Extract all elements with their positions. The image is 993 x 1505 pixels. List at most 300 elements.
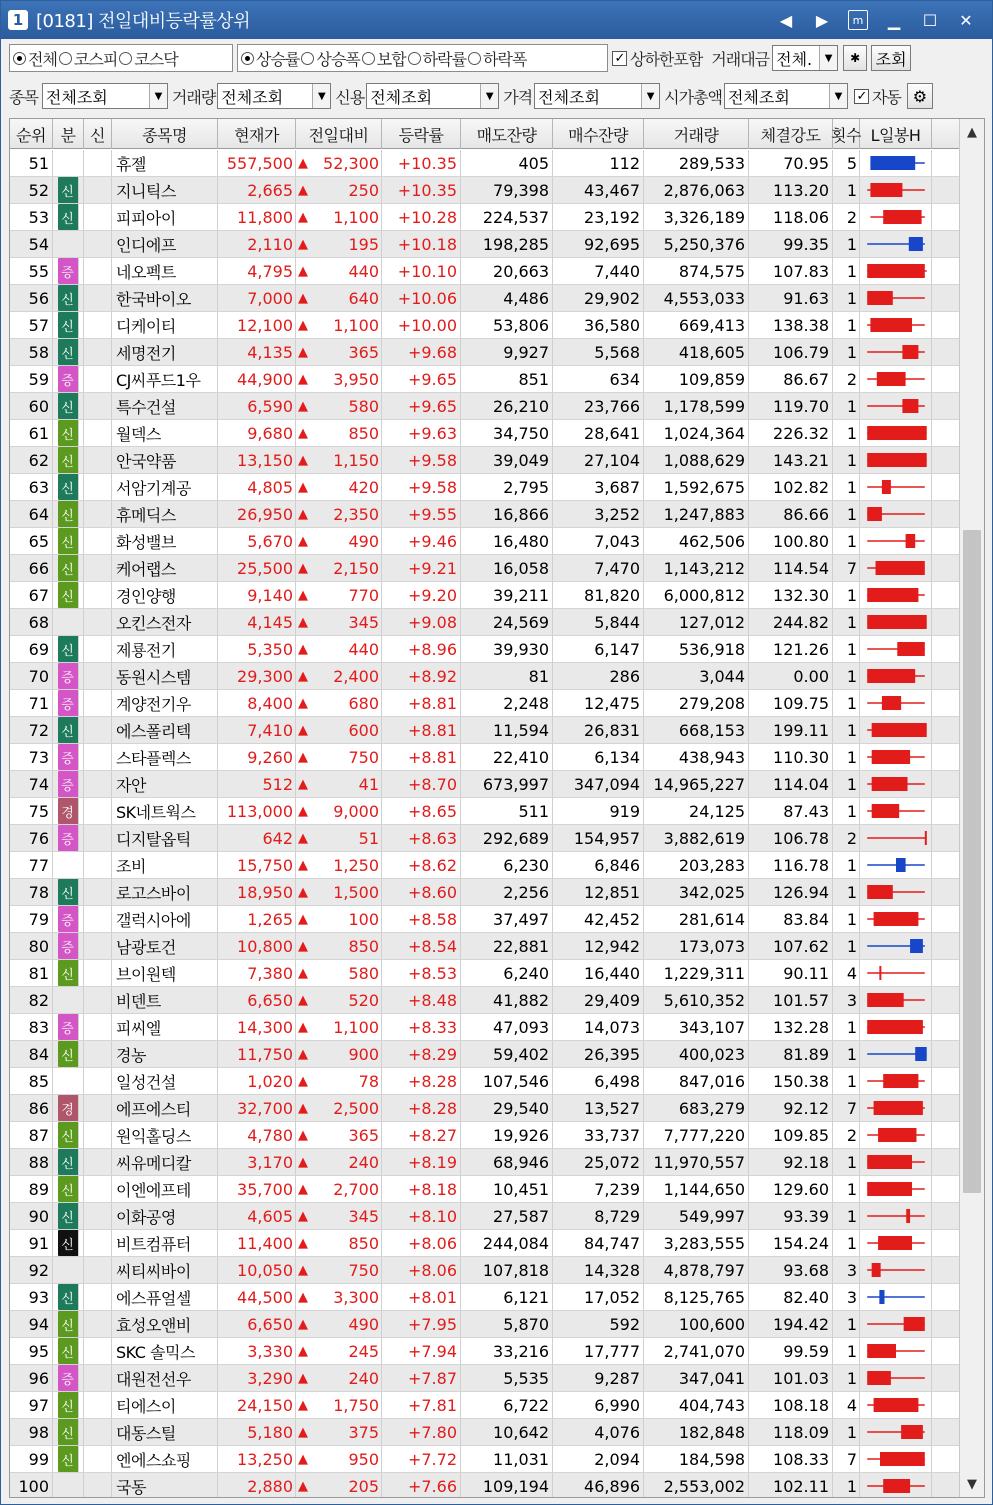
direction-radio[interactable]	[468, 47, 526, 70]
table-row[interactable]	[10, 960, 960, 987]
up-arrow-icon: ▲	[298, 1208, 308, 1224]
rank-cell: 85	[10, 1068, 53, 1094]
trade-amount-select[interactable]	[772, 45, 838, 71]
table-row[interactable]	[10, 1446, 960, 1473]
table-row[interactable]	[10, 1338, 960, 1365]
table-row[interactable]	[10, 1176, 960, 1203]
rank-cell: 60	[10, 393, 53, 419]
price-cell: 18,950	[218, 879, 296, 905]
rank-cell: 82	[10, 987, 53, 1013]
table-row[interactable]	[10, 636, 960, 663]
up-arrow-icon: ▲	[298, 182, 308, 198]
market-cell	[53, 177, 84, 203]
candle-icon	[860, 528, 932, 554]
column-header[interactable]: 횟수	[833, 119, 860, 149]
rank-cell: 88	[10, 1149, 53, 1175]
change-cell	[296, 825, 382, 851]
candle-body	[879, 966, 881, 980]
table-row[interactable]	[10, 447, 960, 474]
candle-icon	[860, 1122, 932, 1148]
candle-cell	[860, 1122, 932, 1148]
market-badge: 신	[58, 1419, 79, 1445]
rate-cell: +8.10	[382, 1203, 461, 1229]
rate-cell: +8.81	[382, 717, 461, 743]
candle-icon	[860, 744, 932, 770]
candle-cell	[860, 285, 932, 311]
change-cell	[296, 555, 382, 581]
table-row[interactable]	[10, 1419, 960, 1446]
table-row[interactable]	[10, 825, 960, 852]
bid-qty-cell: 2,094	[553, 1446, 644, 1472]
table-row[interactable]	[10, 528, 960, 555]
ask-qty-cell: 16,866	[461, 501, 553, 527]
stock-name: 효성오앤비	[112, 1311, 218, 1337]
table-row[interactable]	[10, 150, 960, 177]
stock-name: 경인양행	[112, 582, 218, 608]
price-cell: 642	[218, 825, 296, 851]
rate-cell: +9.58	[382, 474, 461, 500]
candle-cell	[860, 906, 932, 932]
table-row[interactable]	[10, 663, 960, 690]
price-cell: 12,100	[218, 312, 296, 338]
table-row[interactable]	[10, 1122, 960, 1149]
bid-qty-cell: 7,239	[553, 1176, 644, 1202]
strength-cell: 93.39	[749, 1203, 833, 1229]
market-badge: 신	[58, 204, 79, 230]
rank-cell: 81	[10, 960, 53, 986]
table-row[interactable]	[10, 1473, 960, 1498]
candle-cell	[860, 339, 932, 365]
bid-qty-cell: 25,072	[553, 1149, 644, 1175]
change-cell	[296, 1365, 382, 1391]
up-arrow-icon: ▲	[298, 614, 308, 630]
bid-qty-cell: 46,896	[553, 1473, 644, 1498]
bid-qty-cell: 81,820	[553, 582, 644, 608]
change-cell	[296, 474, 382, 500]
table-row[interactable]	[10, 204, 960, 231]
stock-name: 서암기계공	[112, 474, 218, 500]
candle-icon	[860, 1257, 932, 1283]
volume-cell: 668,153	[644, 717, 749, 743]
scroll-up-icon[interactable]: ▲	[967, 124, 977, 140]
direction-radio[interactable]	[301, 47, 359, 70]
ask-qty-cell: 22,881	[461, 933, 553, 959]
price-cell: 5,670	[218, 528, 296, 554]
candle-body	[867, 1155, 912, 1169]
new-cell	[84, 231, 112, 257]
market-badge: 증	[58, 744, 79, 770]
bid-qty-cell: 7,470	[553, 555, 644, 581]
volume-cell: 8,125,765	[644, 1284, 749, 1310]
market-cell	[53, 1095, 84, 1121]
table-row[interactable]	[10, 717, 960, 744]
scroll-thumb[interactable]	[963, 530, 981, 1193]
table-row[interactable]	[10, 366, 960, 393]
ask-qty-cell: 6,722	[461, 1392, 553, 1418]
rate-cell: +8.54	[382, 933, 461, 959]
candle-cell	[860, 582, 932, 608]
ask-qty-cell: 6,240	[461, 960, 553, 986]
chevron-down-icon: ▼	[312, 84, 330, 108]
item-value: 전체조회	[45, 87, 108, 107]
stock-name: 케어랩스	[112, 555, 218, 581]
stock-name: 한국바이오	[112, 285, 218, 311]
rank-cell: 67	[10, 582, 53, 608]
column-header[interactable]: 전일대비	[296, 119, 382, 149]
strength-cell: 87.43	[749, 798, 833, 824]
stock-name: 인디에프	[112, 231, 218, 257]
maximize-icon[interactable]: ☐	[922, 10, 938, 30]
market-badge: 증	[58, 906, 79, 932]
market-cell	[53, 1176, 84, 1202]
bid-qty-cell: 36,580	[553, 312, 644, 338]
rate-cell: +8.70	[382, 771, 461, 797]
column-header[interactable]: 신	[84, 119, 112, 149]
change-cell	[296, 987, 382, 1013]
candle-body	[870, 318, 912, 332]
candle-cell	[860, 528, 932, 554]
strength-cell: 114.54	[749, 555, 833, 581]
count-cell: 1	[833, 717, 860, 743]
market-cell	[53, 366, 84, 392]
market-badge: 신	[58, 636, 79, 662]
direction-radio[interactable]	[362, 47, 406, 70]
candle-body	[872, 1263, 881, 1277]
link-icon[interactable]: m	[848, 10, 868, 30]
stock-name: 제룡전기	[112, 636, 218, 662]
candle-icon	[860, 879, 932, 905]
candle-body	[880, 1452, 925, 1466]
include-limit-checkbox[interactable]	[612, 47, 702, 70]
column-header[interactable]: 매수잔량	[553, 119, 644, 149]
rate-cell: +8.53	[382, 960, 461, 986]
new-cell	[84, 744, 112, 770]
change-value: 950	[348, 1449, 379, 1469]
candle-cell	[860, 474, 932, 500]
candle-cell	[860, 1068, 932, 1094]
table-row[interactable]	[10, 798, 960, 825]
arrow-right-icon[interactable]: ▶	[815, 10, 829, 30]
table-row[interactable]	[10, 1095, 960, 1122]
market-badge: 증	[58, 663, 79, 689]
table-row[interactable]	[10, 474, 960, 501]
wand-icon: ✱	[850, 51, 861, 65]
strength-cell: 106.79	[749, 339, 833, 365]
rate-cell: +9.55	[382, 501, 461, 527]
table-row[interactable]	[10, 1203, 960, 1230]
ask-qty-cell: 34,750	[461, 420, 553, 446]
rank-cell: 72	[10, 717, 53, 743]
table-row[interactable]	[10, 1365, 960, 1392]
strength-cell: 81.89	[749, 1041, 833, 1067]
ask-qty-cell: 9,927	[461, 339, 553, 365]
new-cell	[84, 1095, 112, 1121]
table-row[interactable]	[10, 420, 960, 447]
candle-body	[879, 1290, 884, 1304]
table-header	[10, 119, 960, 149]
scroll-down-icon[interactable]: ▼	[967, 1476, 977, 1492]
change-value: 1,100	[333, 315, 379, 335]
change-value: 2,700	[333, 1179, 379, 1199]
bid-qty-cell: 28,641	[553, 420, 644, 446]
market-cell	[53, 1419, 84, 1445]
market-badge: 신	[58, 1041, 79, 1067]
volume-cell: 683,279	[644, 1095, 749, 1121]
table-row[interactable]	[10, 933, 960, 960]
strength-cell: 132.28	[749, 1014, 833, 1040]
table-row[interactable]	[10, 285, 960, 312]
candle-body	[870, 156, 915, 170]
table-row[interactable]	[10, 987, 960, 1014]
up-arrow-icon: ▲	[298, 938, 308, 954]
table-row[interactable]	[10, 771, 960, 798]
rank-cell: 57	[10, 312, 53, 338]
candle-cell	[860, 609, 932, 635]
mcap-select[interactable]	[724, 83, 848, 109]
market-badge: 신	[58, 1284, 79, 1310]
candle-body	[870, 183, 902, 197]
column-header[interactable]: L일봉H	[860, 119, 932, 149]
item-select[interactable]	[42, 83, 168, 109]
count-cell: 7	[833, 1446, 860, 1472]
market-radio-label: 코스닥	[134, 49, 178, 69]
market-cell	[53, 744, 84, 770]
table-row[interactable]	[10, 501, 960, 528]
up-arrow-icon: ▲	[298, 479, 308, 495]
volume-select[interactable]	[217, 83, 331, 109]
auto-checkbox[interactable]	[854, 85, 901, 108]
rate-cell: +8.29	[382, 1041, 461, 1067]
vertical-scrollbar[interactable]	[959, 119, 984, 1497]
candle-icon	[860, 987, 932, 1013]
volume-cell: 1,178,599	[644, 393, 749, 419]
table-row[interactable]	[10, 339, 960, 366]
ask-qty-cell: 107,818	[461, 1257, 553, 1283]
candle-cell	[860, 960, 932, 986]
rate-cell: +7.81	[382, 1392, 461, 1418]
candle-icon	[860, 420, 932, 446]
new-cell	[84, 987, 112, 1013]
candle-body	[874, 1101, 923, 1115]
volume-cell: 549,997	[644, 1203, 749, 1229]
table-row[interactable]	[10, 177, 960, 204]
table-row[interactable]	[10, 231, 960, 258]
close-icon[interactable]: ✕	[959, 10, 973, 30]
direction-radio[interactable]	[408, 47, 466, 70]
candle-body	[867, 426, 927, 440]
table-row[interactable]	[10, 1068, 960, 1095]
new-cell	[84, 1338, 112, 1364]
change-cell	[296, 1041, 382, 1067]
price-cell: 2,880	[218, 1473, 296, 1498]
up-arrow-icon: ▲	[298, 911, 308, 927]
table-row[interactable]	[10, 609, 960, 636]
market-cell	[53, 393, 84, 419]
rank-cell: 73	[10, 744, 53, 770]
rank-cell: 69	[10, 636, 53, 662]
candle-icon	[860, 852, 932, 878]
candle-icon	[860, 798, 932, 824]
settings-button[interactable]	[907, 83, 933, 109]
market-badge: 신	[58, 1149, 79, 1175]
up-arrow-icon: ▲	[298, 1316, 308, 1332]
trade-amount-label: 거래대금	[711, 49, 770, 69]
table-row[interactable]	[10, 1284, 960, 1311]
market-cell	[53, 555, 84, 581]
bid-qty-cell: 12,942	[553, 933, 644, 959]
table-row[interactable]	[10, 906, 960, 933]
volume-cell: 14,965,227	[644, 771, 749, 797]
change-value: 850	[348, 423, 379, 443]
column-header[interactable]: 등락률	[382, 119, 461, 149]
new-cell	[84, 339, 112, 365]
market-radio[interactable]	[119, 47, 177, 70]
candle-icon	[860, 1230, 932, 1256]
column-header[interactable]: 현재가	[218, 119, 296, 149]
column-header[interactable]: 체결강도	[749, 119, 833, 149]
price-cell: 4,795	[218, 258, 296, 284]
candle-body	[897, 642, 925, 656]
strength-cell: 99.59	[749, 1338, 833, 1364]
table-row[interactable]	[10, 1392, 960, 1419]
column-header[interactable]: 매도잔량	[461, 119, 553, 149]
new-cell	[84, 717, 112, 743]
settings-arrow-button[interactable]	[843, 45, 867, 71]
change-value: 9,000	[333, 801, 379, 821]
candle-cell	[860, 1095, 932, 1121]
new-cell	[84, 1041, 112, 1067]
volume-cell: 279,208	[644, 690, 749, 716]
column-header[interactable]: 분	[53, 119, 84, 149]
bid-qty-cell: 26,395	[553, 1041, 644, 1067]
bid-qty-cell: 14,073	[553, 1014, 644, 1040]
count-cell: 3	[833, 1284, 860, 1310]
market-radio[interactable]	[59, 47, 117, 70]
up-arrow-icon: ▲	[298, 1289, 308, 1305]
market-cell	[53, 1473, 84, 1498]
bid-qty-cell: 33,737	[553, 1122, 644, 1148]
table-row[interactable]	[10, 555, 960, 582]
count-cell: 1	[833, 744, 860, 770]
search-button[interactable]	[871, 45, 911, 71]
up-arrow-icon: ▲	[298, 155, 308, 171]
candle-cell	[860, 447, 932, 473]
volume-cell: 203,283	[644, 852, 749, 878]
table-row[interactable]	[10, 393, 960, 420]
table-row[interactable]	[10, 1257, 960, 1284]
change-value: 900	[348, 1044, 379, 1064]
candle-body	[872, 777, 908, 791]
arrow-left-icon[interactable]: ◀	[779, 10, 793, 30]
table-row[interactable]	[10, 258, 960, 285]
candle-body	[867, 291, 893, 305]
change-cell	[296, 879, 382, 905]
candle-icon	[860, 285, 932, 311]
price-select[interactable]	[534, 83, 660, 109]
candle-icon	[860, 1284, 932, 1310]
stock-name: 이엔에프테	[112, 1176, 218, 1202]
change-cell	[296, 1122, 382, 1148]
credit-select[interactable]	[366, 83, 499, 109]
table-row[interactable]	[10, 744, 960, 771]
bid-qty-cell: 17,777	[553, 1338, 644, 1364]
market-badge: 신	[58, 1203, 79, 1229]
table-row[interactable]	[10, 1149, 960, 1176]
table-row[interactable]	[10, 690, 960, 717]
new-cell	[84, 852, 112, 878]
column-header[interactable]: 거래량	[644, 119, 749, 149]
market-cell	[53, 1041, 84, 1067]
ask-qty-cell: 39,211	[461, 582, 553, 608]
stock-name: 디지탈옵틱	[112, 825, 218, 851]
volume-cell: 400,023	[644, 1041, 749, 1067]
up-arrow-icon: ▲	[298, 857, 308, 873]
rate-cell: +9.68	[382, 339, 461, 365]
up-arrow-icon: ▲	[298, 1397, 308, 1413]
item-label: 종목	[9, 87, 38, 107]
up-arrow-icon: ▲	[298, 830, 308, 846]
price-cell: 3,330	[218, 1338, 296, 1364]
up-arrow-icon: ▲	[298, 1451, 308, 1467]
column-header[interactable]: 종목명	[112, 119, 218, 149]
filter-row-2	[9, 81, 984, 111]
rate-cell: +9.20	[382, 582, 461, 608]
change-value: 440	[348, 261, 379, 281]
rank-cell: 96	[10, 1365, 53, 1391]
candle-body	[906, 534, 916, 548]
count-cell: 2	[833, 204, 860, 230]
table-row[interactable]	[10, 1230, 960, 1257]
table-row[interactable]	[10, 1311, 960, 1338]
up-arrow-icon: ▲	[298, 1181, 308, 1197]
table-row[interactable]	[10, 1014, 960, 1041]
rank-cell: 65	[10, 528, 53, 554]
ask-qty-cell: 2,248	[461, 690, 553, 716]
candle-icon	[860, 906, 932, 932]
count-cell: 2	[833, 366, 860, 392]
market-badge: 신	[58, 1446, 79, 1472]
direction-radio-label: 하락폭	[483, 49, 527, 69]
volume-cell: 7,777,220	[644, 1122, 749, 1148]
change-value: 78	[358, 1071, 379, 1091]
column-header[interactable]: 순위	[10, 119, 53, 149]
market-cell	[53, 1284, 84, 1310]
candle-icon	[860, 1041, 932, 1067]
market-radio[interactable]	[13, 47, 57, 70]
market-cell	[53, 636, 84, 662]
strength-cell: 86.67	[749, 366, 833, 392]
price-cell: 557,500	[218, 150, 296, 176]
count-cell: 5	[833, 150, 860, 176]
market-cell	[53, 1014, 84, 1040]
ask-qty-cell: 29,540	[461, 1095, 553, 1121]
table-row[interactable]	[10, 312, 960, 339]
change-value: 345	[348, 612, 379, 632]
volume-cell: 342,025	[644, 879, 749, 905]
candle-body	[867, 453, 927, 467]
new-cell	[84, 420, 112, 446]
rate-cell: +8.28	[382, 1095, 461, 1121]
table-row[interactable]	[10, 582, 960, 609]
minimize-icon[interactable]: ▁	[887, 10, 901, 30]
table-row[interactable]	[10, 1041, 960, 1068]
radio-icon	[408, 52, 421, 65]
price-cell: 44,500	[218, 1284, 296, 1310]
direction-radio[interactable]	[241, 47, 299, 70]
table-row[interactable]	[10, 879, 960, 906]
table-row[interactable]	[10, 852, 960, 879]
rank-cell: 95	[10, 1338, 53, 1364]
